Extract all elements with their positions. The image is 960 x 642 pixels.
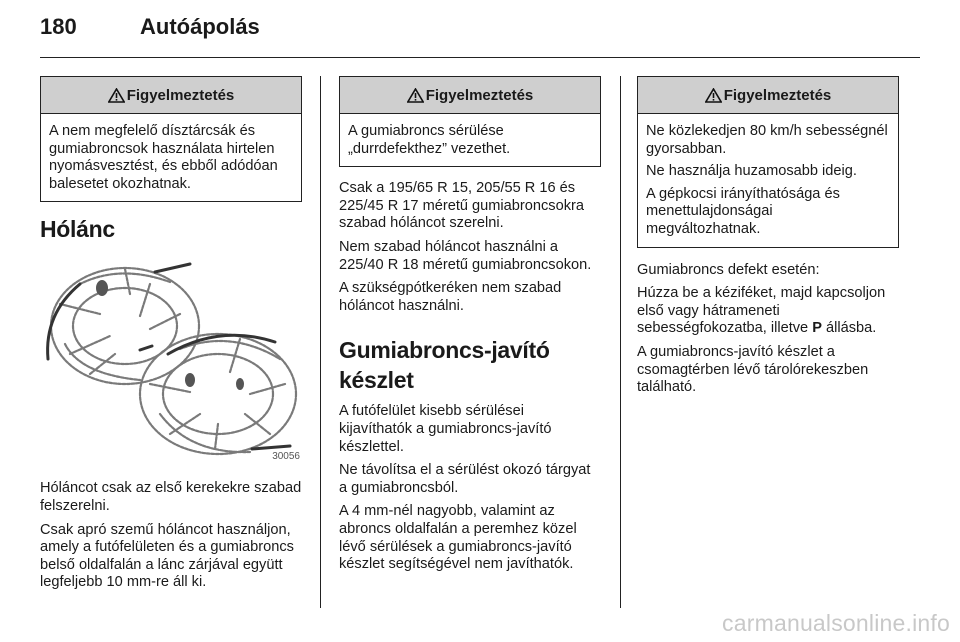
- paragraph: A szükségpótkeréken nem szabad hóláncot használni.: [339, 280, 562, 314]
- column-1: [40, 76, 302, 598]
- section-heading-snow-chains: Hólánc: [40, 216, 115, 243]
- warning-box-2: [339, 76, 601, 167]
- paragraph: A 4 mm-nél nagyobb, valamint az abroncs oldalfalán a peremhez közel lévő sérülések a gumiabroncs-javító készlet segítségével nem javíthatók.: [339, 503, 577, 573]
- warning-body: [638, 114, 898, 247]
- paragraph-text: állásba.: [821, 320, 877, 337]
- snow-chain-illustration: [40, 254, 302, 464]
- paragraph: Ne távolítsa el a sérülést okozó tárgyat a gumiabroncsból.: [339, 462, 591, 496]
- chapter-title: Autóápolás: [140, 14, 260, 39]
- warning-text: Ne használja huzamosabb ideig.: [646, 163, 857, 180]
- warning-triangle-icon: [705, 88, 722, 103]
- warning-body: [41, 114, 301, 201]
- header-rule: [40, 57, 920, 58]
- paragraph-text: Húzza be a kéziféket, majd kapcsoljon első vagy hátrameneti sebességfokozatba, illetve: [637, 285, 886, 337]
- paragraph: A gumiabroncs-javító készlet a csomagtérben lévő tárolórekeszben található.: [637, 343, 869, 396]
- warning-triangle-icon: [407, 88, 424, 103]
- column-3: [637, 76, 899, 403]
- page-header: [40, 14, 920, 54]
- warning-text: Ne közlekedjen 80 km/h sebességnél gyorsabban.: [646, 123, 888, 157]
- warning-header: [41, 77, 301, 114]
- warning-label: Figyelmeztetés: [723, 86, 832, 104]
- warning-box-3: [637, 76, 899, 248]
- paragraph: [637, 285, 899, 338]
- warning-header: [638, 77, 898, 114]
- column-divider-2: [620, 76, 621, 608]
- warning-box-1: [40, 76, 302, 202]
- figure-number: 30056: [272, 451, 300, 463]
- watermark: carmanualsonline.info: [722, 610, 950, 636]
- column-2: [339, 76, 601, 580]
- paragraph: Csak a 195/65 R 15, 205/55 R 16 és 225/45 R 17 méretű gumiabroncsokra szabad hóláncot szerelni.: [339, 180, 584, 232]
- warning-label: Figyelmeztetés: [425, 86, 534, 104]
- section-heading-repair-kit: Gumiabroncs-javító készlet: [339, 337, 550, 394]
- page-number: 180: [40, 14, 77, 39]
- warning-text: A nem megfelelő dísztárcsák és gumiabroncsok használata hirtelen nyomásvesztést, és ebből adódóan balesetet okozhatnak.: [49, 123, 278, 192]
- paragraph: Nem szabad hóláncot használni a 225/40 R 18 méretű gumiabroncsokon.: [339, 238, 592, 273]
- warning-text: A gépkocsi irányíthatósága és menettulajdonságai megváltozhatnak.: [646, 185, 840, 237]
- paragraph: Csak apró szemű hóláncot használjon, amely a futófelületen és a gumiabroncs belső oldalfalán a lánc zárjával együtt legfeljebb 10 mm-re áll ki.: [40, 521, 294, 591]
- warning-text: A gumiabroncs sérülése „durrdefekthez” vezethet.: [348, 123, 511, 157]
- column-divider-1: [320, 76, 321, 608]
- paragraph: Hóláncot csak az első kerekekre szabad felszerelni.: [40, 480, 302, 514]
- paragraph: A futófelület kisebb sérülései kijavíthatók a gumiabroncs-javító készlettel.: [339, 403, 552, 455]
- warning-header: [340, 77, 600, 114]
- warning-triangle-icon: [108, 88, 125, 103]
- gear-position-p: P: [812, 320, 822, 337]
- paragraph: Gumiabroncs defekt esetén:: [637, 261, 820, 278]
- warning-body: [340, 114, 600, 166]
- snow-chain-figure: [40, 254, 302, 464]
- warning-label: Figyelmeztetés: [126, 86, 235, 104]
